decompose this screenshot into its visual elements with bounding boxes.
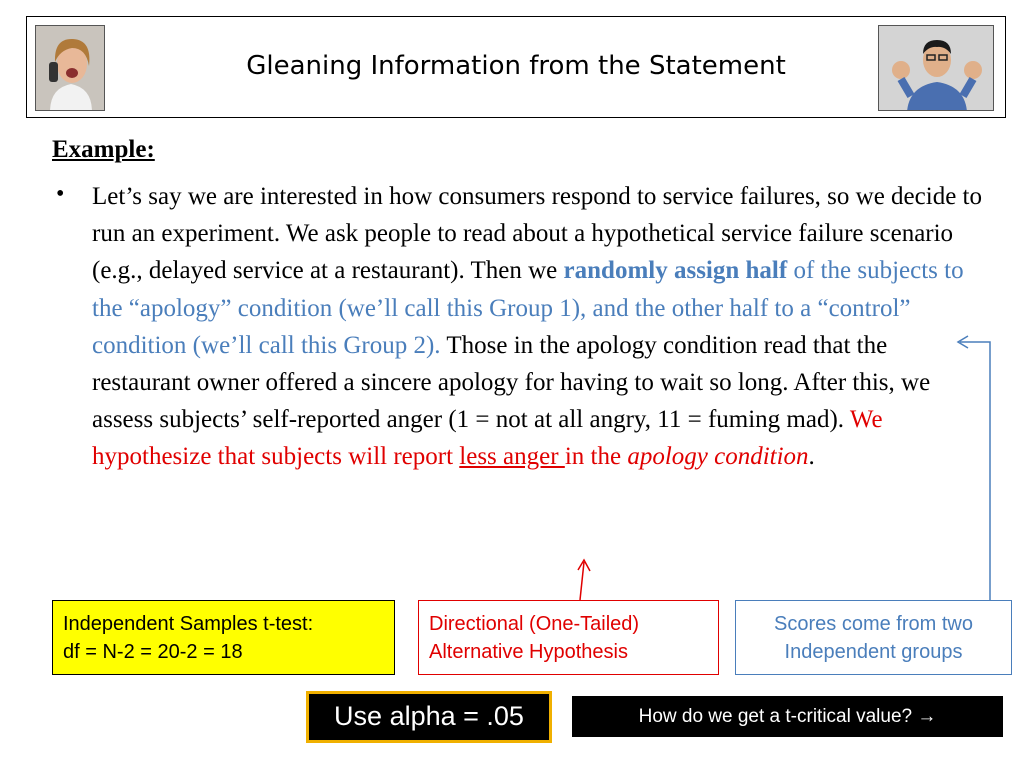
independent-samples-line1: Independent Samples t-test: — [63, 613, 314, 635]
directional-hypothesis-box — [418, 600, 719, 675]
period-text: . — [808, 443, 815, 471]
random-assign-text: randomly assign half — [563, 257, 788, 285]
hypothesis-text-in: in the — [564, 443, 628, 471]
paragraph-text-intro: Let’s say we are interested in how consumers respond to service failures, so we decide to run an experiment. We ask people to read about a hypothetical service failure scenario (e.g., delayed service at a restaurant). Then we — [92, 183, 982, 285]
procedure-text: Those in the apology condition read that the restaurant owner offered a sincere apology for having to wait so long. After this, we assess subjects’ self-reported anger (1 = not at all angry, 11 = fuming mad). — [92, 331, 931, 434]
slide-title: Gleaning Information from the Statement — [246, 51, 786, 81]
independent-groups-box — [735, 600, 1012, 675]
bullet-icon: • — [56, 181, 65, 207]
alpha-box: Use alpha = .05 — [306, 691, 552, 743]
blue-arrow-icon — [958, 336, 990, 600]
scores-line2: Independent groups — [784, 641, 963, 663]
red-arrow-icon — [578, 560, 590, 600]
scores-line1: Scores come from two — [774, 613, 973, 635]
independent-samples-line2: df = N-2 = 20-2 = 18 — [63, 641, 243, 663]
less-anger-text: less anger — [459, 443, 565, 471]
t-critical-link[interactable]: How do we get a t-critical value? → — [572, 696, 1003, 737]
apology-condition-text: apology condition — [627, 443, 809, 471]
example-heading: Example: — [52, 136, 155, 163]
groups-text: of the subjects to the “apology” condition (we’ll call this Group 1), and the other half to a “control” condition (we’ll call this Group 2). — [92, 257, 964, 359]
independent-samples-box — [52, 600, 395, 675]
directional-line2: Alternative Hypothesis — [429, 641, 628, 663]
hypothesis-text: We hypothesize that subjects will report — [92, 406, 883, 471]
directional-line1: Directional (One-Tailed) — [429, 613, 640, 635]
